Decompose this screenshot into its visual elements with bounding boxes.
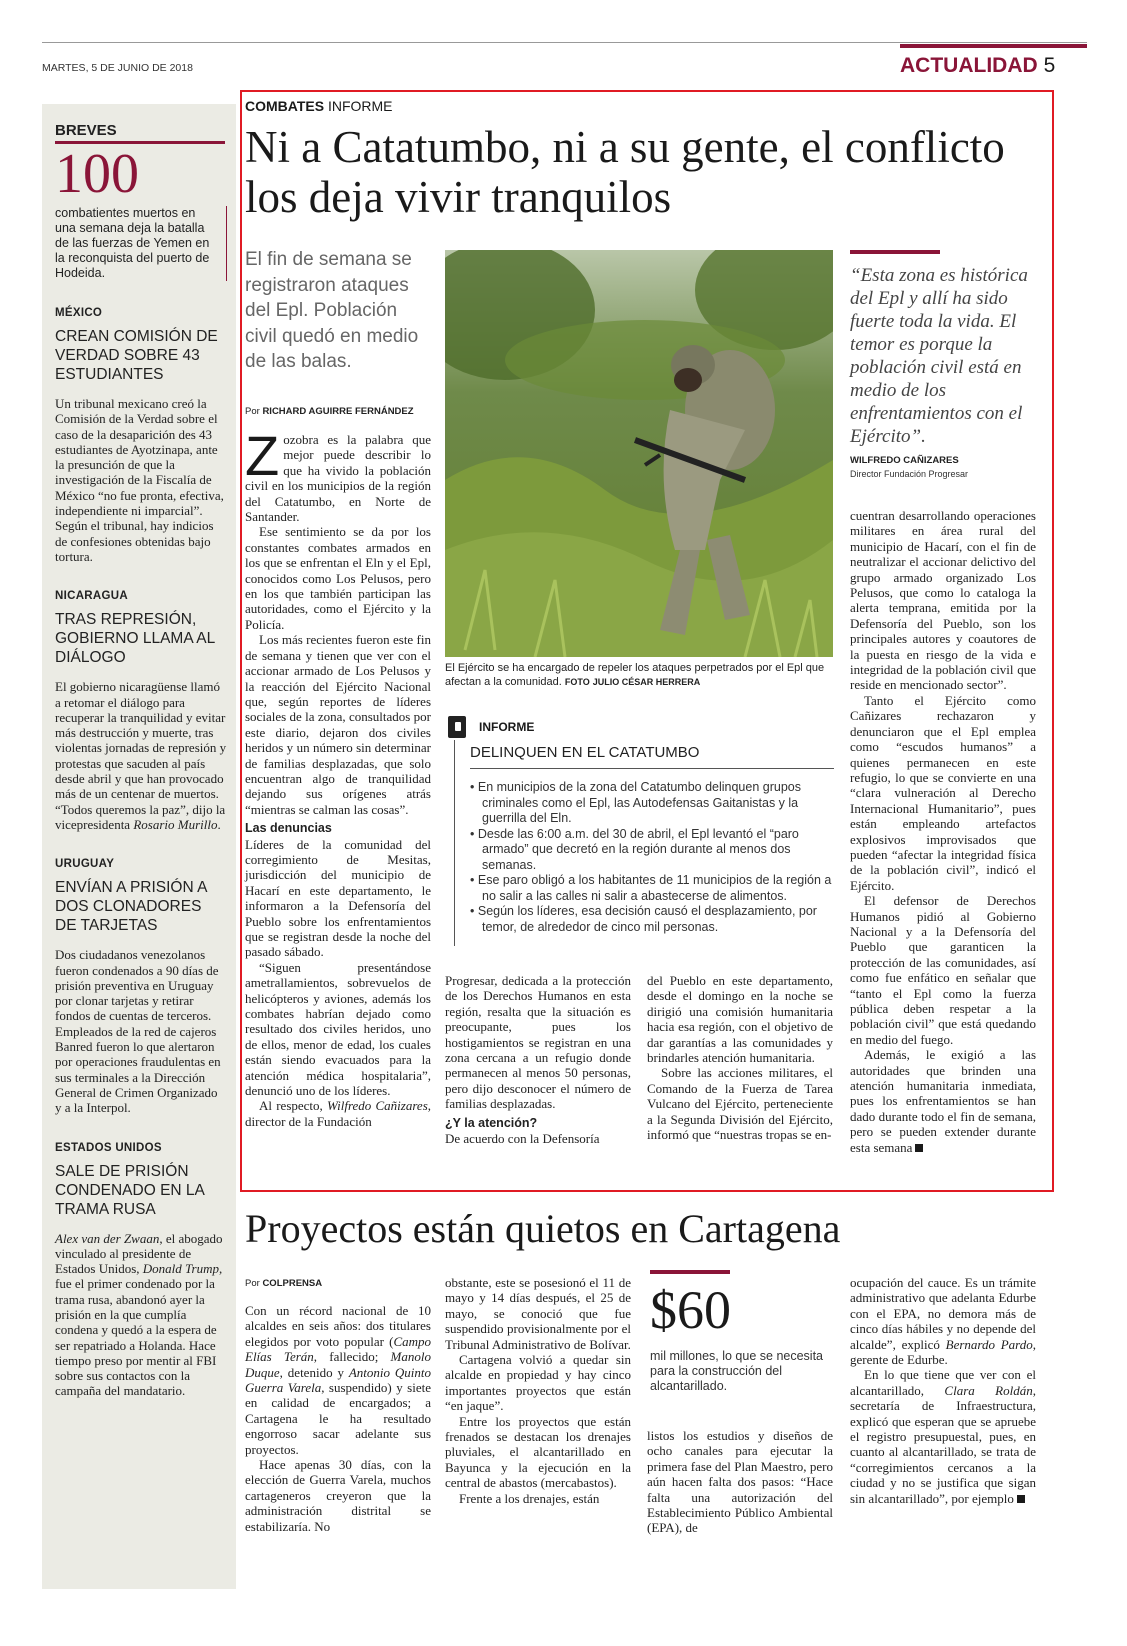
issue-date: MARTES, 5 DE JUNIO DE 2018 xyxy=(42,62,193,74)
dropcap: Z xyxy=(245,424,280,487)
paragraph: ozobra es la palabra que mejor puede describir lo que ha vivido la población civil en los municipios de la región del Catatumbo, en Norte de Santander. xyxy=(245,432,431,525)
list-item-text: En municipios de la zona del Catatumbo delinquen grupos criminales como el Epl, las Autodefensas Gaitanistas y la guerrilla del Eln. xyxy=(477,780,801,825)
paragraph: Los más recientes fueron este fin de semana y tienen que ver con el accionar armado de Los Pelusos y la reacción del Ejército Nacional que, según reportes de líderes sociales de la zona, consultados por este diario, dejaron dos civiles heridos y un número sin determinar de familias desplazadas, que solo encuentran algo de tranquilidad dejando sus orígenes atrás “mientras se calman las cosas”. xyxy=(245,632,431,817)
section-label xyxy=(900,54,1055,78)
quote-author: WILFREDO CAÑIZARES xyxy=(850,455,959,466)
informe-list xyxy=(470,780,840,935)
byline-name: COLPRENSA xyxy=(262,1278,323,1289)
stat-accent-bar xyxy=(650,1270,730,1274)
byline-prefix: Por xyxy=(245,1278,260,1289)
kicker-bold: COMBATES xyxy=(245,98,325,114)
page-number: 5 xyxy=(1043,54,1056,77)
kicker-rest: INFORME xyxy=(327,98,393,114)
brief-body-end: , fue el primer condenado por la trama rusa, abandonó ayer la prisión en la que cumplía condena y quedó a la espera de ser repatriado a Holanda. Hace tiempo preso por mentir al FBI sobre sus contactos con la campaña del mandatario. xyxy=(55,1261,223,1399)
brief-body-text: El gobierno nicaragüense llamó a retomar el diálogo para recuperar la tranquilidad y evitar más destrucción y muerte, tras violentas jornadas de represión y protestas que sacuden al país desde abril y que han provocado más de un centenar de muertos. “Todos queremos la paz”, dijo la vicepresidenta xyxy=(55,679,227,832)
story-kicker xyxy=(245,98,393,114)
text: En lo que tiene que ver con el alcantarillado, xyxy=(850,1367,1036,1398)
paragraph: Ese sentimiento se da por los constantes combates armados en los que se enfrentan el Eln y el Epl, conocidos como Los Pelusos, pero en los que también participan las autoridades, como el Ejército y la Policía. xyxy=(245,524,431,632)
brief-country: URUGUAY xyxy=(55,858,115,871)
story2-column-3 xyxy=(647,1428,833,1536)
story2-headline: Proyectos están quietos en Cartagena xyxy=(245,1206,841,1251)
photo-credit-prefix: FOTO xyxy=(564,677,590,687)
person-name: Campo Elías Terán xyxy=(245,1333,431,1365)
paragraph: del Pueblo en este departamento, desde el domingo en la noche se dirigió una comisión humanitaria hacia esa región, con el objetivo de dar garantías a las comunidades y brindarles atención humanitaria. xyxy=(647,973,833,1066)
paragraph: Sobre las acciones militares, el Comando de la Fuerza de Tarea Vulcano del Ejército, perteneciente a la Segunda División del Ejército, informó que “nuestras tropas se en- xyxy=(647,1065,833,1143)
stat-big-number: $60 xyxy=(650,1280,731,1340)
story2-column-4 xyxy=(850,1275,1036,1506)
paragraph-end: , director de la Fundación xyxy=(245,1098,432,1129)
paragraph: Líderes de la comunidad del corregimiento de Mesitas, jurisdicción del municipio de Hacarí en este departamento, le informaron a la Defensoría del Pueblo sobre los enfrentamientos que se registran desde la noche del pasado sábado. xyxy=(245,836,431,960)
sidebar-heading: BREVES xyxy=(55,122,225,144)
text: , suspendido) y siete en calidad de encargados; a Cartagena le ha resultado engorroso sacar adelante sus proyectos. xyxy=(245,1380,431,1457)
story2-column-1 xyxy=(245,1303,431,1534)
text: , fallecido; xyxy=(313,1349,379,1365)
story-column-2 xyxy=(445,973,631,1146)
paragraph: Tanto el Ejército como Cañizares rechazaron y denunciaron que el Epl emplea como “escudos humanos” a quienes permanecen en este refugio, lo que se convierte en una “clara vulneración al Derecho Internacional Humanitario”, pues están empleando artefactos explosivos improvisados que pueden “afectar la integridad física de la población civil”, indicó el Ejército. xyxy=(850,692,1036,893)
text: Con un récord nacional de 10 alcaldes en seis años: dos titulares elegidos por voto popular ( xyxy=(245,1303,431,1349)
brief-title: ENVÍAN A PRISIÓN A DOS CLONADORES DE TARJETAS xyxy=(55,879,207,935)
subheading: Las denuncias xyxy=(245,821,332,836)
paragraph xyxy=(245,1098,431,1129)
end-mark xyxy=(1017,1495,1025,1503)
paragraph: obstante, este se posesionó el 11 de mayo y 14 días después, el 25 de mayo, se conoció que fue suspendido provisionalmente por el Tribunal Administrativo de Bolívar. xyxy=(445,1275,631,1352)
informe-rule-vertical xyxy=(454,740,455,946)
photo-caption xyxy=(445,661,835,689)
brief-body xyxy=(55,679,227,832)
list-item: • Según los líderes, esa decisión causó el desplazamiento, por temor, de alrededor de cinco mil personas. xyxy=(470,904,817,934)
person-name: Manolo Duque xyxy=(245,1349,431,1380)
sidebar-big-number: 100 xyxy=(55,143,139,205)
person-name: Clara Roldán xyxy=(944,1382,1033,1398)
brief-title: SALE DE PRISIÓN CONDENADO EN LA TRAMA RUSA xyxy=(55,1162,205,1218)
section-accent-bar xyxy=(900,44,1087,48)
paragraph: Progresar, dedicada a la protección de los Derechos Humanos en esta región, resalta que la situación es preocupante, pues los hostigamientos se registran en una zona cercana a un refugio donde permanecen al menos 50 personas, pero dijo desconocer el número de familias desplazadas. xyxy=(445,973,631,1112)
list-item-text: Según los líderes, esa decisión causó el desplazamiento, por temor, de alrededor de cinco mil personas. xyxy=(477,904,817,934)
breves-sidebar xyxy=(42,104,236,1589)
paragraph: “Siguen presentándose ametrallamientos, sobrevuelos de helicópteros y aviones, además los combates habrían dejado como resultado dos civiles heridos, uno de ellos, menor de edad, los cuales están siendo evacuados para la atención médica hospitalaria”, denunció uno de los líderes. xyxy=(245,959,431,1099)
story2-byline xyxy=(245,1278,322,1289)
brief-body-italic: Alex van der Zwaan xyxy=(55,1230,160,1246)
brief-body: Dos ciudadanos venezolanos fueron condenados a 90 días de prisión preventiva en Uruguay por clonar tarjetas y retirar fondos de cuentas de terceros. Empleados de la red de cajeros Banred fueron lo que alertaron por operaciones fraudulentas en sus terminales a la Dirección General de Crimen Organizado y a la Interpol. xyxy=(55,947,221,1116)
brief-country: MÉXICO xyxy=(55,307,103,319)
text: ocupación del cauce. Es un trámite administrativo que adelanta Edurbe con el EPA, no demora más de cinco días hábiles y no depende del alcalde”, explicó xyxy=(850,1275,1036,1352)
text: , gerente de Edurbe. xyxy=(850,1336,1036,1368)
story-column-1 xyxy=(245,424,432,1129)
paragraph: Frente a los drenajes, están xyxy=(459,1490,600,1506)
paragraph: Cartagena volvió a quedar sin alcalde en propiedad y hay cinco importantes proyectos que están “en jaque”. xyxy=(445,1352,631,1414)
paragraph xyxy=(245,1303,431,1457)
paragraph xyxy=(850,1047,1036,1155)
pull-quote: “Esta zona es histórica del Epl y allí ha sido fuerte toda la vida. El temor es porque la población civil está en medio de los enfrentamientos con el Ejército”. xyxy=(850,265,1028,447)
list-item: • Ese paro obligó a los habitantes de 11 municipios de la región a no salir a las calles ni salir a abastecerse de alimentos. xyxy=(470,873,832,903)
brief-body-italic: Rosario Murillo xyxy=(133,816,218,832)
story-column-3 xyxy=(647,973,833,1142)
subheading: ¿Y la atención? xyxy=(445,1115,538,1130)
person-name: Wilfredo Cañizares xyxy=(327,1098,428,1114)
paragraph: listos los estudios y diseños de ocho canales para ejecutar la primera fase del Plan Maestro, pero aún hacen falta dos pasos: “Hace falta una autorización del Establecimiento Público Ambiental (EPA), de xyxy=(647,1428,833,1536)
list-item-text: Desde las 6:00 a.m. del 30 de abril, el Epl levantó el “paro armado” que decretó en la región durante al menos dos semanas. xyxy=(477,826,799,872)
person-name: Antonio Quinto Guerra Varela xyxy=(245,1364,432,1396)
photo-credit-name: JULIO CÉSAR HERRERA xyxy=(592,677,701,687)
list-item: • En municipios de la zona del Catatumbo delinquen grupos criminales como el Epl, las Autodefensas Gaitanistas y la guerrilla del Eln. xyxy=(470,780,801,825)
caption-text: El Ejército se ha encargado de repeler los ataques perpetrados por el Epl que afectan a la comunidad. xyxy=(445,662,825,688)
soldier-photo xyxy=(445,250,833,657)
section-name: ACTUALIDAD xyxy=(900,54,1038,77)
document-icon xyxy=(448,716,466,738)
byline-prefix: Por xyxy=(245,406,260,417)
person-name: Bernardo Pardo xyxy=(945,1336,1033,1352)
text: , secretaría de Infraestructura, explicó que esperan que se apruebe el registro presupuestal, pues, en cuanto al alcantarillado, se trata de “corregimientos cercanos a la ciudad y no se justifica que sigan sin alcantarillado”, por ejemplo xyxy=(850,1382,1036,1506)
text: , detenido y xyxy=(279,1364,344,1380)
sidebar-lead: combatientes muertos en una semana deja la batalla de las fuerzas de Yemen en la reconquista del puerto de Hodeida. xyxy=(55,206,227,281)
brief-body xyxy=(55,1231,227,1399)
paragraph: De acuerdo con la Defensoría xyxy=(445,1131,600,1147)
paragraph xyxy=(850,1275,1036,1367)
stat-text: mil millones, lo que se necesita para la construcción del alcantarillado. xyxy=(650,1349,823,1393)
paragraph: cuentran desarrollando operaciones militares en área rural del municipio de Hacarí, con el fin de neutralizar el accionar delictivo del grupo armado organizado Los Pelusos, que como lo cataloga la alerta temprana, emitida por la Defensoría del Pueblo, son los principales autores y coautores de la puesta en riesgo de la vida e integridad de la población civil que reside en mencionado sector”. xyxy=(850,508,1036,693)
informe-label: INFORME xyxy=(479,720,535,734)
brief-body-text: , el abogado vinculado al presidente de Estados Unidos, xyxy=(55,1230,223,1277)
list-item: • Desde las 6:00 a.m. del 30 de abril, el Epl levantó el “paro armado” que decretó en la región durante al menos dos semanas. xyxy=(470,826,799,872)
story2-column-2 xyxy=(445,1275,631,1506)
informe-rule xyxy=(470,768,834,769)
paragraph xyxy=(850,1367,1036,1506)
story-byline xyxy=(245,406,414,417)
brief-country: ESTADOS UNIDOS xyxy=(55,1141,162,1154)
quote-accent-bar xyxy=(850,250,940,254)
brief-title: TRAS REPRESIÓN, GOBIERNO LLAMA AL DIÁLOGO xyxy=(55,611,215,667)
paragraph: Hace apenas 30 días, con la elección de Guerra Varela, muchos cartageneros creyeron que la administración distrital se estabilizaría. No xyxy=(245,1457,431,1534)
brief-body-end: . xyxy=(217,816,221,832)
list-item-text: Ese paro obligó a los habitantes de 11 municipios de la región a no salir a las calles ni salir a abastecerse de alimentos. xyxy=(477,873,832,903)
byline-name: RICHARD AGUIRRE FERNÁNDEZ xyxy=(262,406,414,417)
paragraph: Entre los proyectos que están frenados se destacan los drenajes pluviales, el alcantarillado en Bayunca y la ejecución en la central de abastos (mercabastos). xyxy=(445,1413,631,1491)
photo-illustration xyxy=(445,250,833,657)
brief-title: CREAN COMISIÓN DE VERDAD SOBRE 43 ESTUDIANTES xyxy=(55,328,218,383)
story-subhead: El fin de semana se registraron ataques del Epl. Población civil quedó en medio de las balas. xyxy=(245,249,419,372)
brief-body-italic: Donald Trump xyxy=(142,1261,219,1277)
story-headline: Ni a Catatumbo, ni a su gente, el conflicto los deja vivir tranquilos xyxy=(245,122,1005,222)
informe-title: DELINQUEN EN EL CATATUMBO xyxy=(470,744,700,761)
quote-author-role: Director Fundación Progresar xyxy=(850,469,969,479)
header-rule xyxy=(42,42,1087,43)
story-column-4 xyxy=(850,508,1036,1155)
paragraph: El defensor de Derechos Humanos pidió al Gobierno Nacional y a la Defensoría del Pueblo que garanticen la protección de las comunidades, así como fue enfático en señalar que “tanto el Epl como la fuerza pública deben respetar a la población civil” que está quedando en medio del fuego. xyxy=(850,893,1036,1047)
paragraph-text: Además, le exigió a las autoridades que brinden una atención humanitaria inmediata, pues los enfrentamientos se han dado durante todo el fin de semana, pero se pueden extender durante esta semana xyxy=(850,1047,1036,1155)
brief-country: NICARAGUA xyxy=(55,590,128,603)
end-mark xyxy=(915,1144,923,1152)
paragraph-start: Al respecto, xyxy=(259,1098,323,1114)
brief-body: Un tribunal mexicano creó la Comisión de la Verdad sobre el caso de la desaparición des 43 estudiantes de Ayotzinapa, ante la presunción de que la investigación de la Fiscalía de México “no fue pronta, efectiva, independiente ni imparcial”. Según el tribunal, hay indicios de confesiones obtenidas bajo tortura. xyxy=(55,396,224,564)
